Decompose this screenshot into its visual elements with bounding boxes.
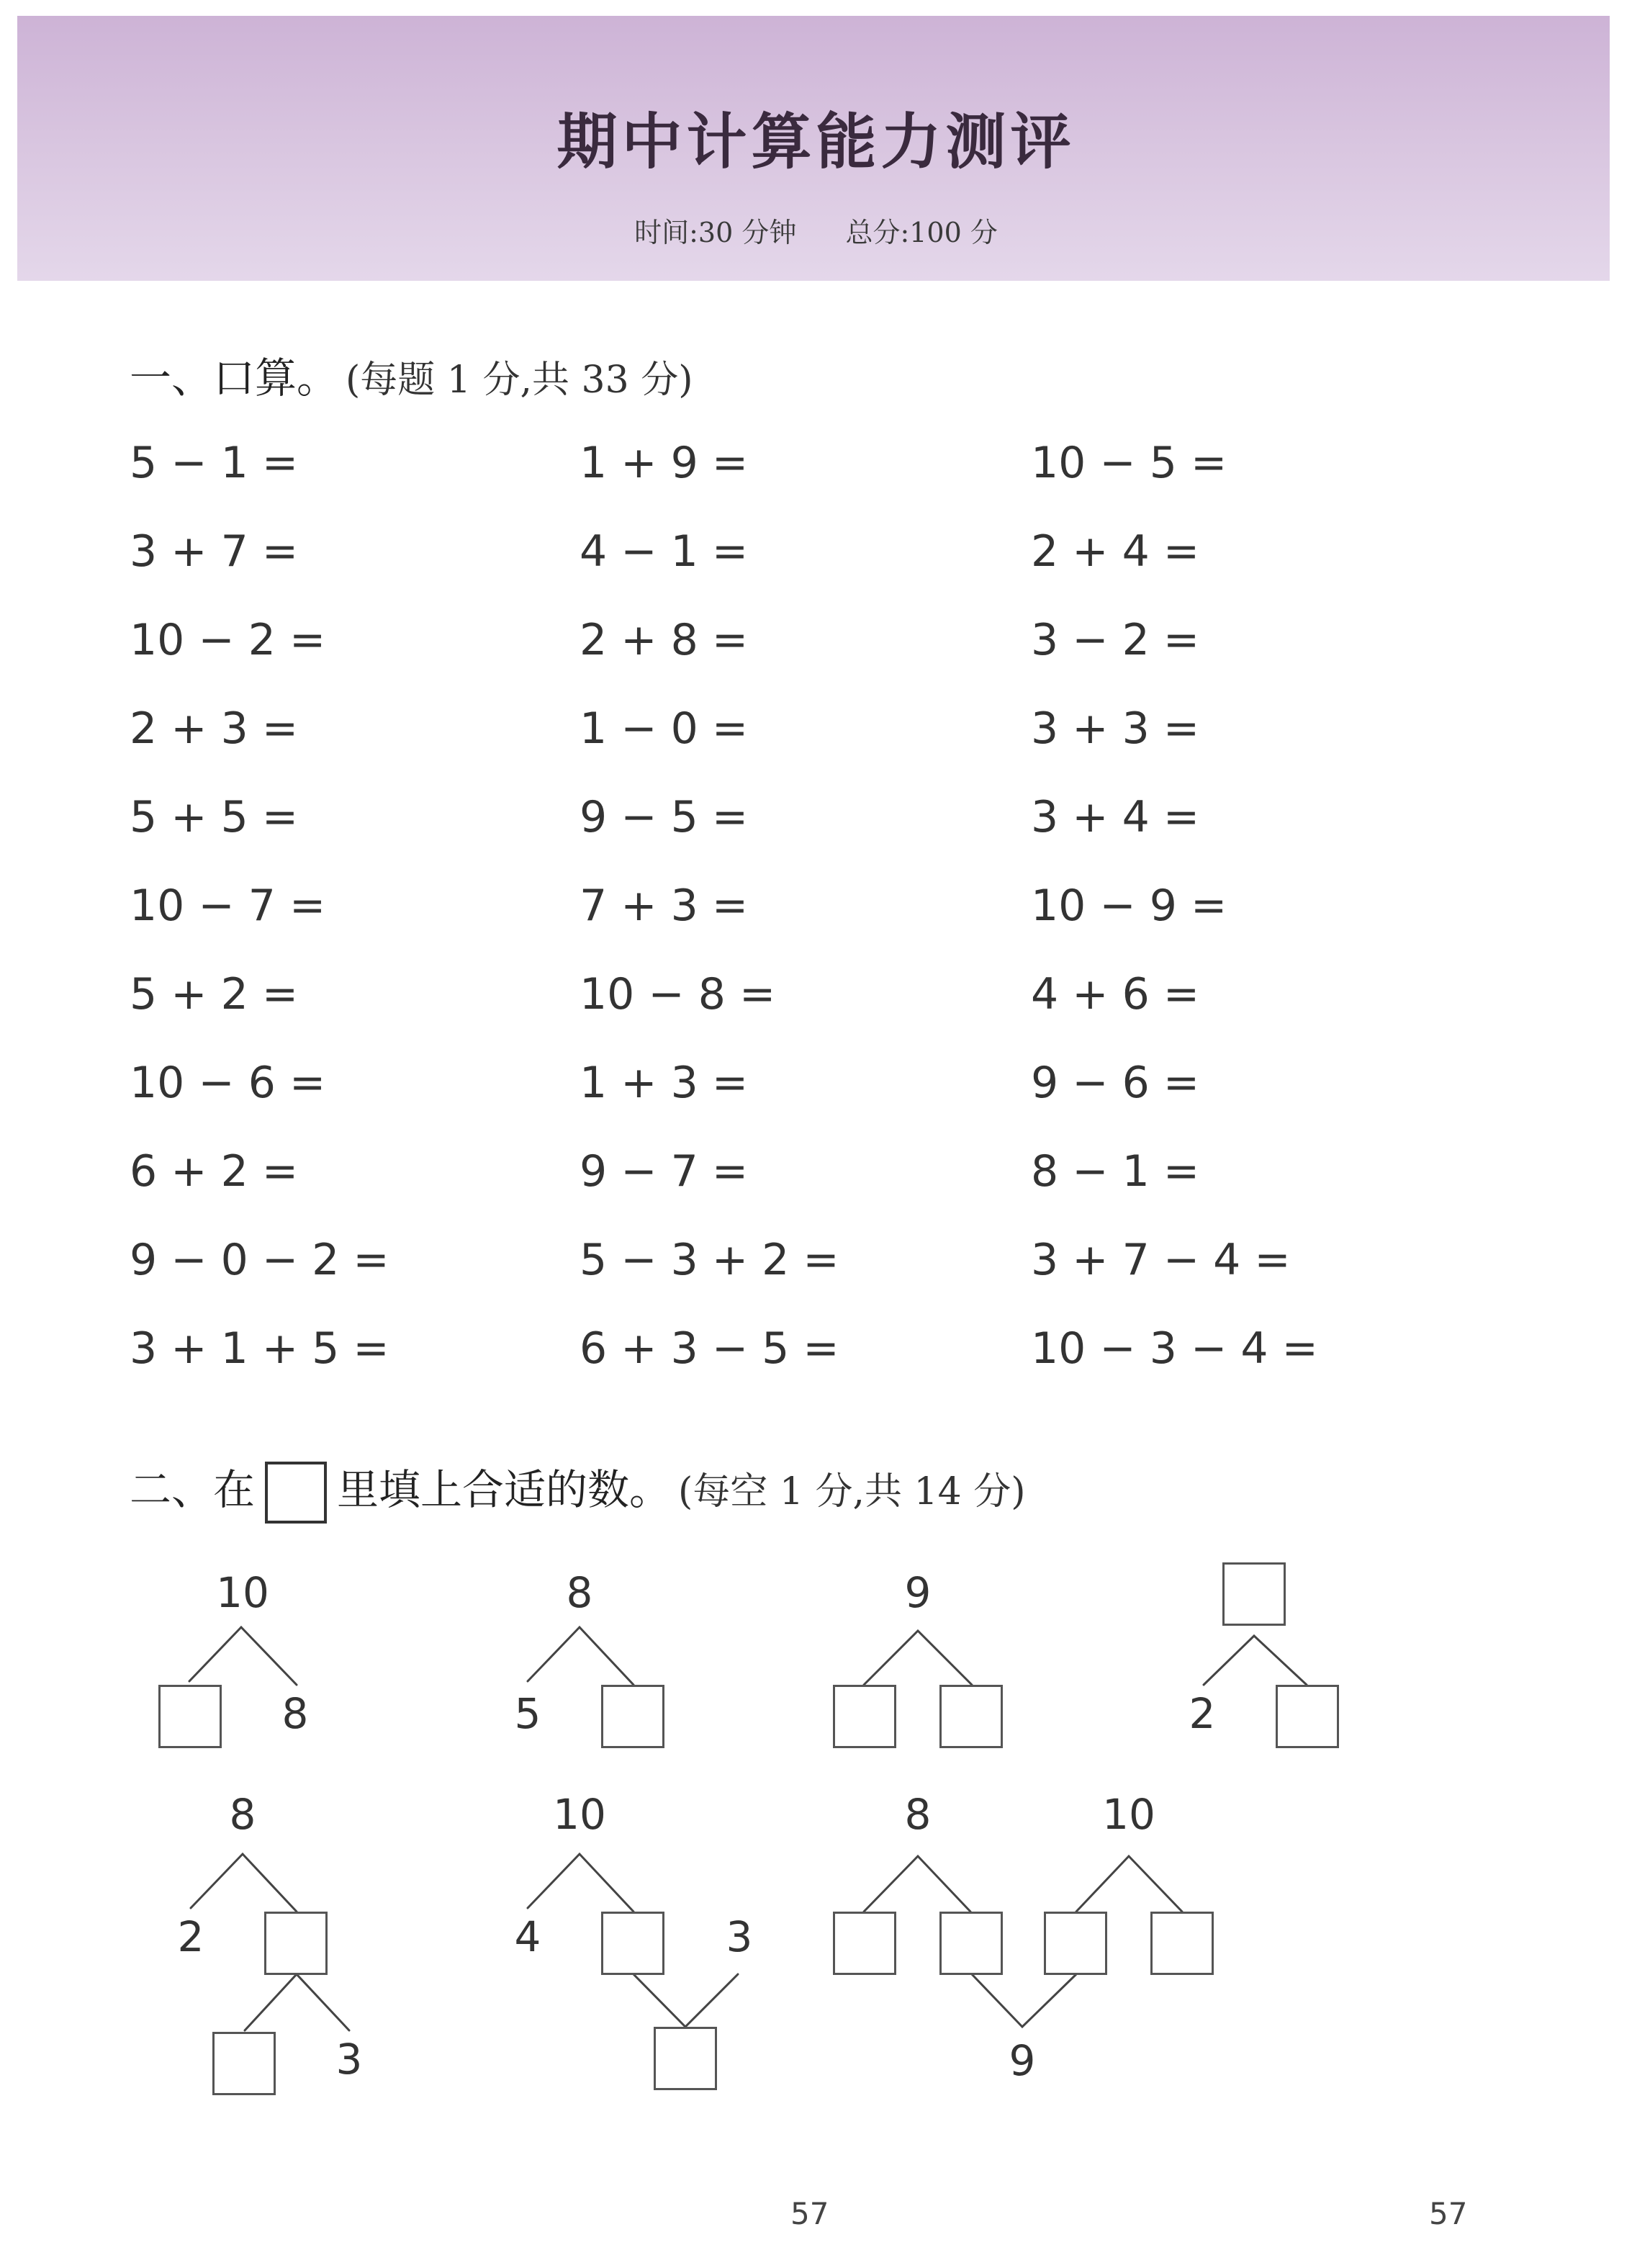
- time-limit: 时间:30 分钟: [634, 217, 797, 248]
- tree-top-number: 10: [216, 1568, 269, 1617]
- page-number: 57: [790, 2196, 829, 2231]
- tree-part-number: 2: [177, 1912, 204, 1961]
- tree-part-number: 3: [726, 1912, 753, 1961]
- question: 5 − 3 + 2 =: [580, 1235, 839, 1285]
- question: 5 − 1 =: [130, 438, 299, 488]
- question: 10 − 3 − 4 =: [1031, 1323, 1318, 1374]
- tree-part-number: 2: [1189, 1689, 1216, 1738]
- section2-label-prefix: 二、在: [130, 1465, 256, 1514]
- question: 3 + 3 =: [1031, 703, 1200, 754]
- question: 9 − 7 =: [580, 1146, 749, 1197]
- question: 10 − 9 =: [1031, 881, 1227, 931]
- tree-top-number: 10: [553, 1790, 606, 1839]
- question: 3 − 2 =: [1031, 615, 1200, 665]
- connector-line: [972, 1974, 1076, 2027]
- tree-part-number: 5: [514, 1689, 541, 1738]
- question: 8 − 1 =: [1031, 1146, 1200, 1197]
- answer-box[interactable]: [1044, 1912, 1107, 1975]
- question: 1 + 3 =: [580, 1058, 749, 1108]
- connector-line: [528, 1854, 634, 1912]
- question: 10 − 8 =: [580, 969, 776, 1020]
- question: 5 + 5 =: [130, 792, 299, 842]
- answer-box[interactable]: [601, 1685, 664, 1748]
- question: 3 + 7 − 4 =: [1031, 1235, 1291, 1285]
- answer-box[interactable]: [833, 1685, 896, 1748]
- section2-note: (每空 1 分,共 14 分): [678, 1470, 1026, 1513]
- tree-bottom-number: 9: [1009, 2036, 1036, 2085]
- tree-part-number: 8: [281, 1689, 309, 1738]
- answer-box[interactable]: [939, 1912, 1003, 1975]
- connector-line: [528, 1627, 634, 1685]
- question: 10 − 6 =: [130, 1058, 326, 1108]
- tree-top-number: 9: [904, 1568, 932, 1617]
- answer-box[interactable]: [1150, 1912, 1214, 1975]
- question: 9 − 5 =: [580, 792, 749, 842]
- question: 10 − 7 =: [130, 881, 326, 931]
- connector-line: [864, 1631, 972, 1685]
- answer-box[interactable]: [939, 1685, 1003, 1748]
- tree-top-number: 8: [904, 1790, 932, 1839]
- total-score: 总分:100 分: [845, 217, 998, 248]
- answer-box[interactable]: [212, 2032, 276, 2095]
- tree-part-number: 3: [335, 2035, 363, 2084]
- connector-line: [189, 1627, 297, 1685]
- section2-label-suffix: 里填上合适的数。: [337, 1465, 672, 1514]
- question: 6 + 2 =: [130, 1146, 299, 1197]
- connector-line: [191, 1854, 297, 1912]
- answer-box[interactable]: [1222, 1562, 1286, 1626]
- answer-box[interactable]: [601, 1912, 664, 1975]
- question: 2 + 4 =: [1031, 526, 1200, 577]
- answer-box[interactable]: [833, 1912, 896, 1975]
- section1-note: (每题 1 分,共 33 分): [346, 359, 693, 402]
- question: 10 − 2 =: [130, 615, 326, 665]
- question: 9 − 6 =: [1031, 1058, 1200, 1108]
- question: 1 + 9 =: [580, 438, 749, 488]
- question: 3 + 1 + 5 =: [130, 1323, 389, 1374]
- tree-part-number: 4: [514, 1912, 541, 1961]
- tree-top-number: 8: [229, 1790, 256, 1839]
- question: 3 + 4 =: [1031, 792, 1200, 842]
- answer-box[interactable]: [264, 1912, 328, 1975]
- connector-line: [1076, 1856, 1182, 1912]
- tree-top-number: 10: [1102, 1790, 1155, 1839]
- question: 9 − 0 − 2 =: [130, 1235, 389, 1285]
- section1-label: 一、口算。: [130, 354, 339, 402]
- question: 4 + 6 =: [1031, 969, 1200, 1020]
- answer-box[interactable]: [1276, 1685, 1339, 1748]
- question: 1 − 0 =: [580, 703, 749, 754]
- question: 4 − 1 =: [580, 526, 749, 577]
- connector-line: [864, 1856, 970, 1912]
- connector-line: [1204, 1636, 1307, 1685]
- question: 5 + 2 =: [130, 969, 299, 1020]
- question: 2 + 8 =: [580, 615, 749, 665]
- tree-top-number: 8: [566, 1568, 593, 1617]
- page-title: 期中计算能力测评: [556, 107, 1076, 177]
- connector-line: [245, 1974, 349, 2030]
- question: 7 + 3 =: [580, 881, 749, 931]
- answer-box[interactable]: [654, 2027, 717, 2090]
- question: 6 + 3 − 5 =: [580, 1323, 839, 1374]
- question: 3 + 7 =: [130, 526, 299, 577]
- answer-box[interactable]: [158, 1685, 222, 1748]
- question: 2 + 3 =: [130, 703, 299, 754]
- page-number: 57: [1429, 2196, 1468, 2231]
- connector-line: [634, 1974, 738, 2027]
- question: 10 − 5 =: [1031, 438, 1227, 488]
